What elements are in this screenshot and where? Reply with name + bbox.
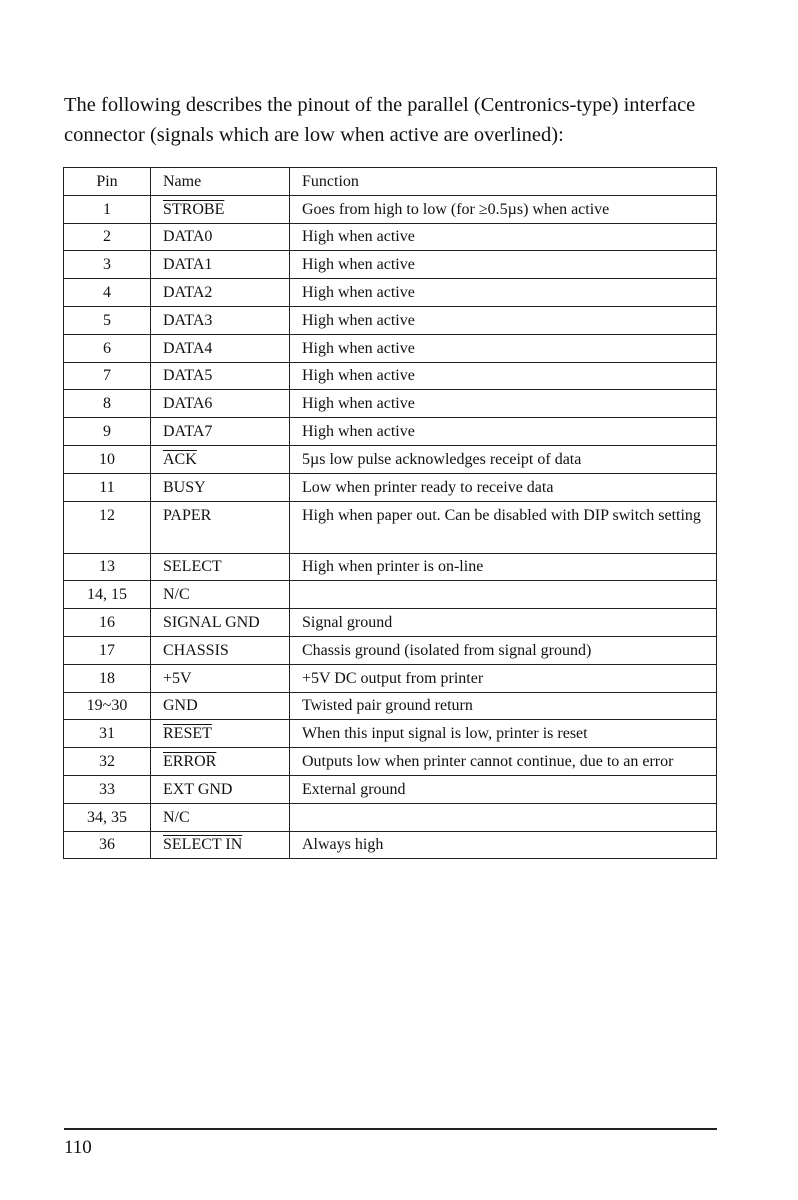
pin-number: 32 [64, 748, 151, 776]
table-row [64, 775, 717, 803]
signal-name: $\overline{ACK}$ [151, 445, 290, 473]
table-row [64, 664, 717, 692]
table-row [64, 418, 717, 446]
signal-function: 5µs low pulse acknowledges receipt of data [290, 445, 717, 473]
signal-name: PAPER [151, 501, 290, 553]
header-function: Function [290, 168, 717, 196]
signal-name: N/C [151, 803, 290, 831]
signal-function: External ground [290, 775, 717, 803]
signal-function [290, 803, 717, 831]
pin-number: 14, 15 [64, 581, 151, 609]
pin-number: 12 [64, 501, 151, 553]
intro-paragraph: The following describes the pinout of the parallel (Centronics-type) interface connector (signals which are low when active are overlined): [64, 94, 696, 146]
signal-function: High when printer is on-line [290, 553, 717, 581]
table-row [64, 334, 717, 362]
table-row [64, 223, 717, 251]
table-row [64, 445, 717, 473]
pin-number: 36 [64, 831, 151, 859]
signal-function: High when active [290, 279, 717, 307]
pin-number: 8 [64, 390, 151, 418]
pin-number: 11 [64, 473, 151, 501]
signal-name: BUSY [151, 473, 290, 501]
pin-number: 4 [64, 279, 151, 307]
table-row [64, 501, 717, 553]
table-row [64, 362, 717, 390]
page-number: 110 [64, 1137, 92, 1158]
signal-function: High when active [290, 362, 717, 390]
signal-name: DATA7 [151, 418, 290, 446]
signal-function [290, 581, 717, 609]
pin-number: 33 [64, 775, 151, 803]
table-row [64, 251, 717, 279]
signal-name: SIGNAL GND [151, 609, 290, 637]
pin-number: 3 [64, 251, 151, 279]
pin-number: 18 [64, 664, 151, 692]
signal-function: High when active [290, 418, 717, 446]
signal-function: Signal ground [290, 609, 717, 637]
signal-name: STROBE [151, 195, 290, 223]
table-row [64, 692, 717, 720]
signal-name: GND [151, 692, 290, 720]
pin-number: 19~30 [64, 692, 151, 720]
table-row [64, 720, 717, 748]
signal-function: Always high [290, 831, 717, 859]
pin-number: 13 [64, 553, 151, 581]
signal-function: High when paper out. Can be disabled with DIP switch setting [290, 501, 717, 553]
signal-name: SELECT IN [151, 831, 290, 859]
table-row [64, 390, 717, 418]
table-row [64, 553, 717, 581]
table-row [64, 636, 717, 664]
pin-number: 34, 35 [64, 803, 151, 831]
pin-number: 2 [64, 223, 151, 251]
signal-name: +5V [151, 664, 290, 692]
signal-name: DATA1 [151, 251, 290, 279]
footer-rule [64, 1128, 717, 1130]
table-row [64, 581, 717, 609]
signal-name: DATA3 [151, 306, 290, 334]
pin-number: 9 [64, 418, 151, 446]
pinout-table [63, 167, 717, 859]
signal-name: CHASSIS [151, 636, 290, 664]
pin-number: 31 [64, 720, 151, 748]
signal-name: ERROR [151, 748, 290, 776]
pin-number: 1 [64, 195, 151, 223]
header-name: Name [151, 168, 290, 196]
signal-function: High when active [290, 306, 717, 334]
table-row [64, 748, 717, 776]
pin-number: 6 [64, 334, 151, 362]
table-header-row [64, 168, 717, 196]
signal-function: High when active [290, 223, 717, 251]
signal-function: Outputs low when printer cannot continue, due to an error [290, 748, 717, 776]
table-row [64, 195, 717, 223]
table-row [64, 803, 717, 831]
signal-function: Goes from high to low (for ≥0.5µs) when active [290, 195, 717, 223]
signal-function: High when active [290, 251, 717, 279]
signal-name: EXT GND [151, 775, 290, 803]
signal-function: When this input signal is low, printer is reset [290, 720, 717, 748]
signal-function: Twisted pair ground return [290, 692, 717, 720]
table-row [64, 609, 717, 637]
signal-function: Chassis ground (isolated from signal ground) [290, 636, 717, 664]
table-row [64, 279, 717, 307]
signal-name: DATA2 [151, 279, 290, 307]
table-row [64, 831, 717, 859]
signal-name: DATA6 [151, 390, 290, 418]
signal-name: SELECT [151, 553, 290, 581]
signal-name: RESET [151, 720, 290, 748]
pin-number: 10 [64, 445, 151, 473]
signal-function: Low when printer ready to receive data [290, 473, 717, 501]
signal-function: High when active [290, 390, 717, 418]
signal-function: +5V DC output from printer [290, 664, 717, 692]
table-row [64, 473, 717, 501]
signal-name: DATA5 [151, 362, 290, 390]
pin-number: 17 [64, 636, 151, 664]
signal-name: N/C [151, 581, 290, 609]
signal-name: DATA0 [151, 223, 290, 251]
header-pin: Pin [64, 168, 151, 196]
pin-number: 16 [64, 609, 151, 637]
signal-name: DATA4 [151, 334, 290, 362]
pin-number: 5 [64, 306, 151, 334]
signal-function: High when active [290, 334, 717, 362]
table-row [64, 306, 717, 334]
pin-number: 7 [64, 362, 151, 390]
